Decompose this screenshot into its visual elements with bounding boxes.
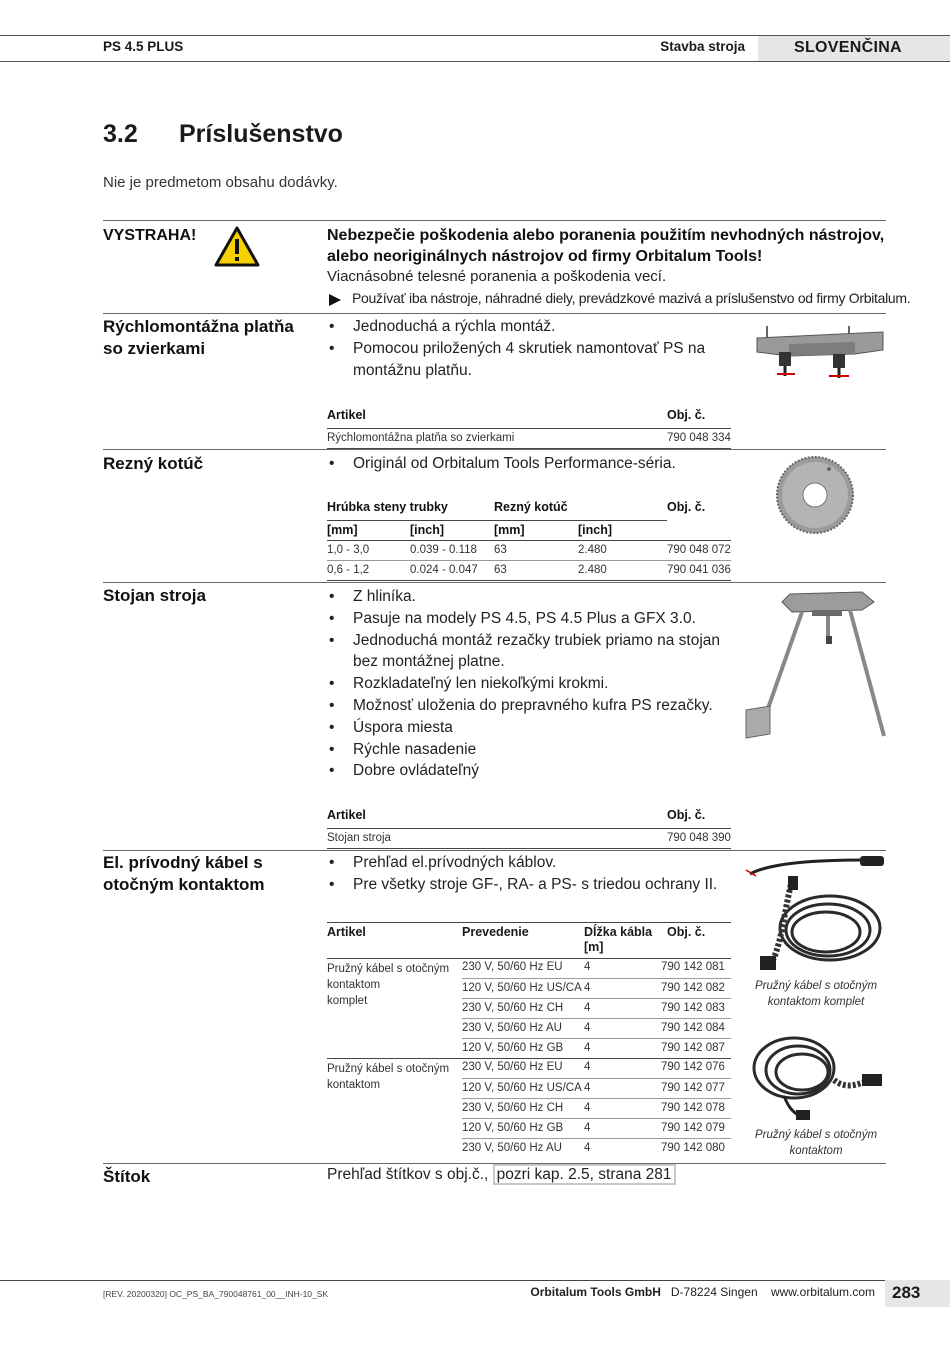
cable-title-2: otočným kontaktom	[103, 875, 265, 894]
table-row	[327, 540, 731, 560]
footer-web: www.orbitalum.com	[770, 1285, 875, 1299]
label-text: Prehľad štítkov s obj.č.,	[327, 1166, 489, 1183]
footer-company: Orbitalum Tools GmbH	[530, 1285, 661, 1299]
cell-order: 790 142 082	[661, 981, 725, 994]
group2-label-2: kontaktom	[327, 1079, 381, 1091]
cell-version: 230 V, 50/60 Hz AU	[462, 1141, 562, 1154]
caption-1	[748, 978, 884, 1010]
col-order: Obj. č.	[667, 808, 706, 822]
cell-version: 120 V, 50/60 Hz GB	[462, 1121, 564, 1134]
cell-order: 790 048 072	[667, 543, 731, 556]
label-title: Štítok	[103, 1167, 151, 1186]
warning-rule	[103, 220, 886, 221]
cell-order: 790 142 080	[661, 1141, 725, 1154]
cell-blade-mm: 63	[494, 543, 507, 556]
group2-label-1: Pružný kábel s otočným	[327, 1063, 450, 1075]
cable-rule	[103, 850, 886, 851]
caption-1-line-1: Pružný kábel s otočným	[754, 980, 878, 992]
cell-version: 230 V, 50/60 Hz CH	[462, 1101, 564, 1114]
group2-label	[327, 1061, 449, 1093]
blade-bullet: • Originál od Orbitalum Tools Performance-séria.	[327, 453, 727, 475]
plate-rule	[103, 313, 886, 314]
cell-version: 230 V, 50/60 Hz EU	[462, 1061, 563, 1073]
cable-bullet: • Pre všetky stroje GF-, RA- a PS- s triedou ochrany II.	[327, 874, 727, 896]
cell-blade-inch: 2.480	[578, 543, 607, 556]
group1-label-3: komplet	[327, 995, 368, 1007]
warning-text: Viacnásobné telesné poranenia a poškodenia vecí.	[327, 268, 667, 285]
mounting-plate-image	[755, 322, 885, 384]
table-row	[462, 1078, 731, 1098]
cell-mm: 1,0 - 3,0	[327, 543, 370, 556]
table-row	[462, 1098, 731, 1118]
cable-image	[744, 1024, 888, 1124]
col-article: Artikel	[327, 808, 366, 822]
blade-table	[327, 500, 731, 581]
warning-action: Používať iba nástroje, náhradné diely, prevádzkové mazivá a príslušenstvo od firmy Orbitalum.	[352, 290, 911, 306]
cell-order: 790 142 081	[661, 961, 725, 973]
plate-bullet: • Pomocou priložených 4 skrutiek namontovať PS na montážnu platňu.	[327, 338, 727, 382]
blade-title: Rezný kotúč	[103, 454, 204, 473]
plate-table	[327, 408, 731, 449]
blade-bullets	[327, 453, 727, 475]
col-length-2: [m]	[584, 940, 604, 954]
cell-article: Rýchlomontážna platňa so zvierkami	[327, 431, 515, 444]
cell-length: 4	[584, 1021, 591, 1034]
plate-bullets	[327, 316, 727, 381]
cell-order: 790 048 334	[667, 431, 731, 444]
stand-bullet: • Dobre ovládateľný	[327, 760, 722, 782]
saw-blade-image	[775, 455, 855, 535]
stand-rule	[103, 582, 886, 583]
warning-label: VYSTRAHA!	[103, 227, 197, 244]
cell-length: 4	[584, 1041, 591, 1054]
col-unit-inch: [inch]	[578, 522, 613, 537]
cell-length: 4	[584, 1061, 591, 1073]
cell-inch: 0.024 - 0.047	[410, 563, 478, 576]
group1-label	[327, 961, 449, 1009]
footer-rev: [REV. 20200320] OC_PS_BA_790048761_00__INH-10_SK	[103, 1289, 329, 1299]
cell-order: 790 142 079	[661, 1121, 725, 1134]
cable-group1-table	[462, 958, 731, 1058]
stand-bullet: • Úspora miesta	[327, 717, 722, 739]
cell-order: 790 142 078	[661, 1101, 725, 1114]
cell-length: 4	[584, 1081, 591, 1094]
table-row	[327, 828, 731, 848]
cell-version: 120 V, 50/60 Hz US/CA	[462, 1081, 582, 1094]
stand-bullet: • Pasuje na modely PS 4.5, PS 4.5 Plus a GFX 3.0.	[327, 608, 722, 630]
plate-title-2: so zvierkami	[103, 339, 206, 358]
cable-group2-table	[462, 1058, 731, 1158]
col-length-1: Dĺžka kábla	[584, 925, 653, 939]
cell-length: 4	[584, 1101, 591, 1114]
table-row	[462, 998, 731, 1018]
blade-rule	[103, 449, 886, 450]
cell-order: 790 142 087	[661, 1041, 725, 1054]
col-article: Artikel	[327, 925, 366, 939]
stand-bullet: • Rýchle nasadenie	[327, 739, 722, 761]
table-row	[462, 1018, 731, 1038]
table-row	[327, 428, 731, 448]
stand-bullet: • Jednoduchá montáž rezačky trubiek priamo na stojan bez montážnej platne.	[327, 630, 722, 674]
cell-length: 4	[584, 1121, 591, 1134]
header-product: PS 4.5 PLUS	[103, 39, 184, 54]
cell-order: 790 142 077	[661, 1081, 725, 1094]
cell-blade-mm: 63	[494, 563, 507, 576]
warning-title-2: alebo neoriginálnych nástrojov od firmy Orbitalum Tools!	[327, 248, 763, 265]
col-order: Obj. č.	[667, 925, 706, 939]
warning-triangle-icon	[214, 226, 260, 267]
group1-label-1: Pružný kábel s otočným	[327, 963, 450, 975]
cell-order: 790 142 084	[661, 1021, 725, 1034]
cell-version: 230 V, 50/60 Hz AU	[462, 1021, 562, 1034]
caption-2-line-1: Pružný kábel s otočným	[754, 1129, 878, 1141]
cell-version: 230 V, 50/60 Hz CH	[462, 1001, 564, 1014]
cell-version: 120 V, 50/60 Hz GB	[462, 1041, 564, 1054]
col-wall: Hrúbka steny trubky	[327, 500, 494, 520]
footer-company-line	[520, 1285, 875, 1299]
cell-inch: 0.039 - 0.118	[410, 543, 477, 556]
cable-complete-image	[742, 852, 888, 974]
table-row	[462, 958, 731, 978]
col-order: Obj. č.	[667, 408, 706, 422]
table-row	[462, 1138, 731, 1158]
stand-bullet: • Z hliníka.	[327, 586, 722, 608]
stand-bullet: • Možnosť uloženia do prepravného kufra PS rezačky.	[327, 695, 722, 717]
stand-bullets	[327, 586, 722, 782]
cell-version: 120 V, 50/60 Hz US/CA	[462, 981, 582, 994]
caption-2-line-2: kontaktom	[789, 1145, 843, 1157]
arrow-right-icon	[328, 293, 342, 307]
table-row	[462, 1118, 731, 1138]
stand-table	[327, 808, 731, 849]
warning-title-1: Nebezpečie poškodenia alebo poranenia použitím nevhodných nástrojov,	[327, 227, 885, 244]
col-unit-mm: [mm]	[494, 522, 525, 537]
cell-version: 230 V, 50/60 Hz EU	[462, 961, 563, 973]
cable-table-top-rule	[327, 922, 731, 923]
header-bottom-rule	[0, 61, 950, 62]
col-unit-inch: [inch]	[410, 522, 445, 537]
cell-length: 4	[584, 981, 591, 994]
cell-length: 4	[584, 1141, 591, 1154]
cell-order: 790 048 390	[667, 831, 731, 844]
cell-length: 4	[584, 1001, 591, 1014]
page-number: 283	[892, 1283, 921, 1302]
col-article: Artikel	[327, 408, 366, 422]
col-unit-mm: [mm]	[327, 522, 358, 537]
cable-bullets	[327, 852, 727, 896]
table-row	[462, 978, 731, 998]
header-language: SLOVENČINA	[794, 39, 902, 56]
header-language-tab	[758, 36, 950, 61]
table-row	[327, 560, 731, 580]
group1-label-2: kontaktom	[327, 979, 381, 991]
col-version: Prevedenie	[462, 925, 529, 939]
stand-title: Stojan stroja	[103, 586, 206, 605]
footer-address: D-78224 Singen	[670, 1285, 758, 1299]
caption-1-line-2: kontaktom komplet	[767, 996, 865, 1008]
table-row	[462, 1058, 731, 1078]
cable-bullet: • Prehľad el.prívodných káblov.	[327, 852, 727, 874]
section-number: 3.2	[103, 120, 138, 148]
label-text-row	[327, 1166, 676, 1184]
cable-title-1: El. prívodný kábel s	[103, 853, 263, 872]
stand-bullet: • Rozkladateľný len niekoľkými krokmi.	[327, 673, 722, 695]
col-blade: Rezný kotúč	[494, 500, 667, 520]
plate-title-1: Rýchlomontážna platňa	[103, 317, 294, 336]
col-order: Obj. č.	[667, 500, 706, 514]
section-title: Príslušenstvo	[179, 120, 343, 148]
footer-rule	[0, 1280, 886, 1281]
cell-article: Stojan stroja	[327, 831, 391, 844]
cell-order: 790 041 036	[667, 563, 731, 576]
cell-order: 790 142 083	[661, 1001, 725, 1014]
plate-bullet: • Jednoduchá a rýchla montáž.	[327, 316, 727, 338]
cell-length: 4	[584, 961, 591, 973]
machine-stand-image	[742, 588, 888, 742]
section-intro: Nie je predmetom obsahu dodávky.	[103, 174, 338, 191]
caption-2	[748, 1127, 884, 1159]
table-row	[462, 1038, 731, 1058]
footer-page-tab	[885, 1280, 950, 1307]
label-link[interactable]: pozri kap. 2.5, strana 281	[493, 1164, 676, 1185]
cell-mm: 0,6 - 1,2	[327, 563, 370, 576]
cell-blade-inch: 2.480	[578, 563, 607, 576]
cell-order: 790 142 076	[661, 1061, 725, 1073]
header-chapter: Stavba stroja	[660, 39, 745, 54]
